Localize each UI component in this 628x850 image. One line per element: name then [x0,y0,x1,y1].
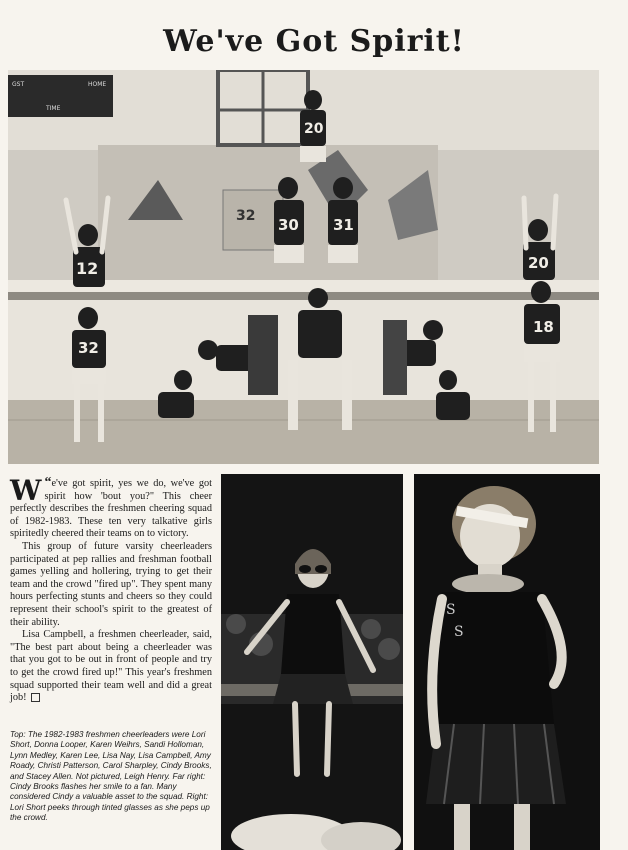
team-pyramid-photo [8,70,599,464]
page-title: We've Got Spirit! [163,24,465,59]
jersey-number-left-top: 12 [76,259,99,278]
article-paragraph-1: “ W e've got spirit, yes we do, we've got spirit how 'bout you?" This cheer perfectly describes the freshmen cheering squad of 1982-1983. These ten very talkative girls spiritedly cheered their teams on to victory. [10,474,212,540]
end-mark-icon [31,693,40,702]
jersey-number-mid-left: 30 [278,216,299,234]
svg-text:S: S [446,602,456,618]
jersey-number-right-bottom: 18 [533,318,554,336]
open-quote: “ [44,475,52,490]
mural-jersey-number: 32 [236,208,256,224]
photo-caption: Top: The 1982-1983 freshmen cheerleaders were Lori Short, Donna Looper, Karen Weihrs, Sandi Holloman, Lynn Medley, Karen Lee, Lisa Nay, Lisa Campbell, Amy Roady, Christi Patterson, Carol Sharpley, Cindy Brooks, and Stacey Allen. Not pictured, Leigh Henry. Far right: Cindy Brooks flashes her smile to a fan. Many considered Cindy a valuable asset to the squad. Right: Lori Short peeks through tinted glasses as she peps up the crowd. [10,730,212,823]
lori-short-photo [221,474,403,850]
dropcap: W [10,474,42,507]
scoreboard-home-label: HOME [88,81,107,88]
jersey-number-left-bottom: 32 [78,339,99,357]
jersey-number-top: 20 [304,121,324,137]
svg-text:S: S [454,624,464,640]
jersey-number-right-top: 20 [528,254,549,272]
cindy-brooks-photo [414,474,600,850]
article-body [10,474,212,705]
article-paragraph-3: Lisa Campbell, a freshmen cheerleader, said, "The best part about being a cheerleader was that you got to be out in front of people and try to get the crowd fired up!" This year's freshmen squad supported their team well and did a great job! [10,629,212,704]
article-paragraph-2: This group of future varsity cheerleaders participated at pep rallies and freshman football games yelling and hollering, trying to get their team and the crowd "fired up". They spent many hours perfecting stunts and cheers so they could represent their school's spirit to the greatest of their ability. [10,540,212,628]
scoreboard-guest-label: GST [12,81,25,88]
jersey-number-mid-right: 31 [333,216,354,234]
scoreboard-time-label: TIME [46,105,61,112]
